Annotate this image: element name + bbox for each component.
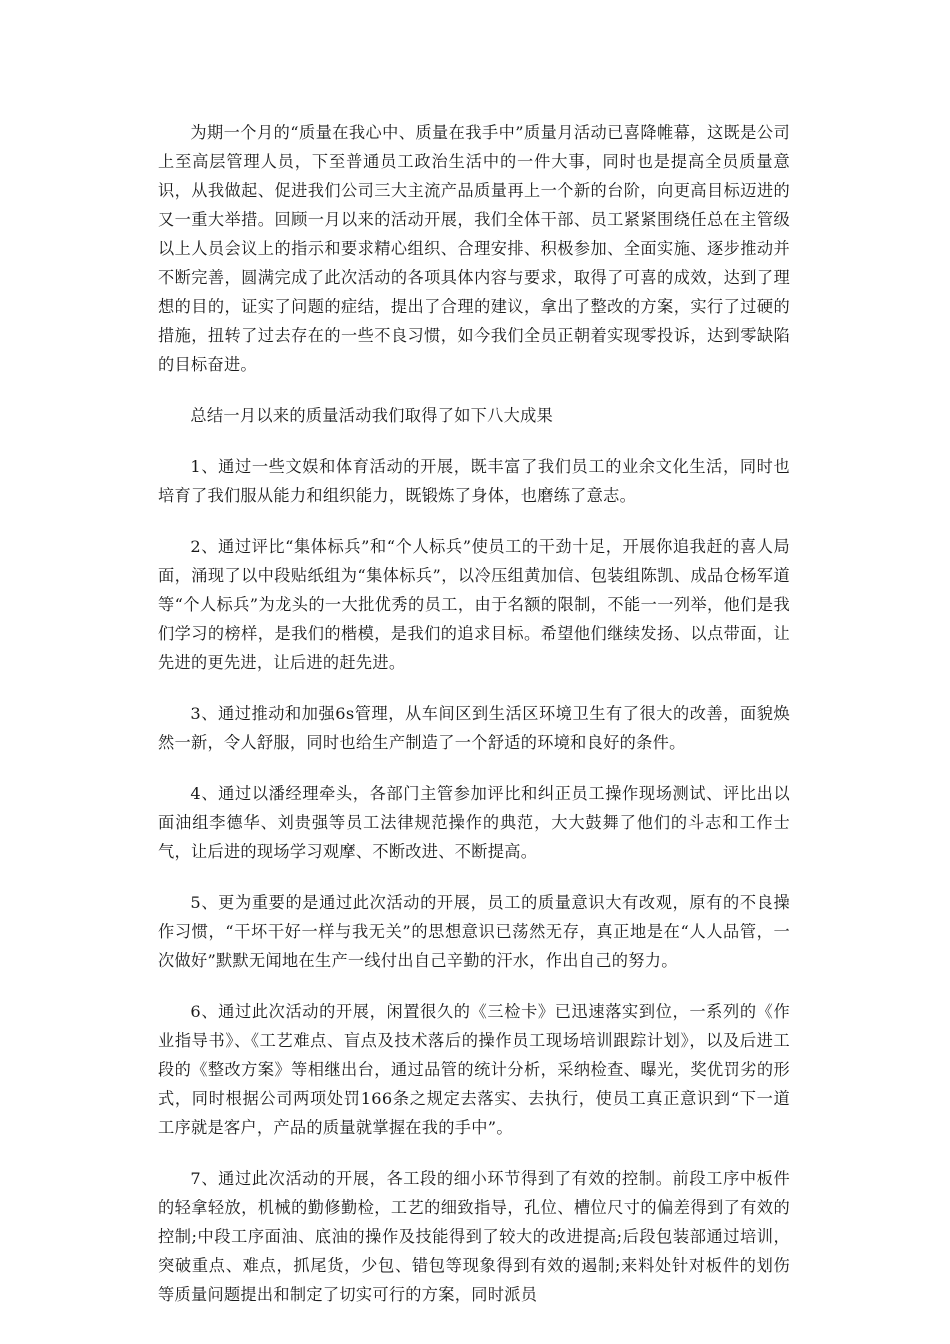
achievement-2-paragraph: 2、通过评比“集体标兵”和“个人标兵”使员工的干劲十足，开展你追我赶的喜人局面，涌现了以中段贴纸组为“集体标兵”，以冷压组黄加信、包装组陈凯、成品仓杨军道等“个人标兵”为龙头的一大批优秀的员工，由于名额的限制，不能一一列举，他们是我们学习的榜样，是我们的楷模，是我们的追求目标。希望他们继续发扬、以点带面，让先进的更先进，让后进的赶先进。: [158, 537, 790, 672]
document-body: [158, 118, 790, 1331]
achievement-4-paragraph: 4、通过以潘经理牵头，各部门主管参加评比和纠正员工操作现场测试、评比出以面油组李德华、刘贵强等员工法律规范操作的典范，大大鼓舞了他们的斗志和工作士气，让后进的现场学习观摩、不断改进、不断提高。: [158, 784, 790, 861]
intro-paragraph: 为期一个月的“质量在我心中、质量在我手中”质量月活动已喜降帷幕，这既是公司上至高层管理人员，下至普通员工政治生活中的一件大事，同时也是提高全员质量意识，从我做起、促进我们公司三大主流产品质量再上一个新的台阶，向更高目标迈进的又一重大举措。回顾一月以来的活动开展，我们全体干部、员工紧紧围绕任总在主管级以上人员会议上的指示和要求精心组织、合理安排、积极参加、全面实施、逐步推动并不断完善，圆满完成了此次活动的各项具体内容与要求，取得了可喜的成效，达到了理想的目的，证实了问题的症结，提出了合理的建议，拿出了整改的方案，实行了过硬的措施，扭转了过去存在的一些不良习惯，如今我们全员正朝着实现零投诉，达到零缺陷的目标奋进。: [158, 123, 790, 374]
achievement-3-paragraph: 3、通过推动和加强6s管理，从车间区到生活区环境卫生有了很大的改善，面貌焕然一新，令人舒服，同时也给生产制造了一个舒适的环境和良好的条件。: [158, 704, 790, 752]
achievement-7-paragraph: 7、通过此次活动的开展，各工段的细小环节得到了有效的控制。前段工序中板件的轻拿轻放，机械的勤修勤检，工艺的细致指导，孔位、槽位尺寸的偏差得到了有效的控制;中段工序面油、底油的操作及技能得到了较大的改进提高;后段包装部通过培训，突破重点、难点，抓尾货，少包、错包等现象得到有效的遏制;来料处针对板件的划伤等质量问题提出和制定了切实可行的方案，同时派员: [158, 1169, 790, 1304]
summary-heading-paragraph: 总结一月以来的质量活动我们取得了如下八大成果: [190, 406, 554, 425]
achievement-1-paragraph: 1、通过一些文娱和体育活动的开展，既丰富了我们员工的业余文化生活，同时也培育了我们服从能力和组织能力，既锻炼了身体，也磨练了意志。: [158, 457, 790, 505]
achievement-6-paragraph: 6、通过此次活动的开展，闲置很久的《三检卡》已迅速落实到位，一系列的《作业指导书》、《工艺难点、盲点及技术落后的操作员工现场培训跟踪计划》，以及后进工段的《整改方案》等相继出台，通过品管的统计分析，采纳检查、曝光，奖优罚劣的形式，同时根据公司两项处罚166条之规定去落实、去执行，使员工真正意识到“下一道工序就是客户，产品的质量就掌握在我的手中”。: [158, 1002, 790, 1137]
achievement-5-paragraph: 5、更为重要的是通过此次活动的开展，员工的质量意识大有改观，原有的不良操作习惯，“干坏干好一样与我无关”的思想意识已荡然无存，真正地是在“人人品管，一次做好”默默无闻地在生产一线付出自己辛勤的汗水，作出自己的努力。: [158, 893, 790, 970]
